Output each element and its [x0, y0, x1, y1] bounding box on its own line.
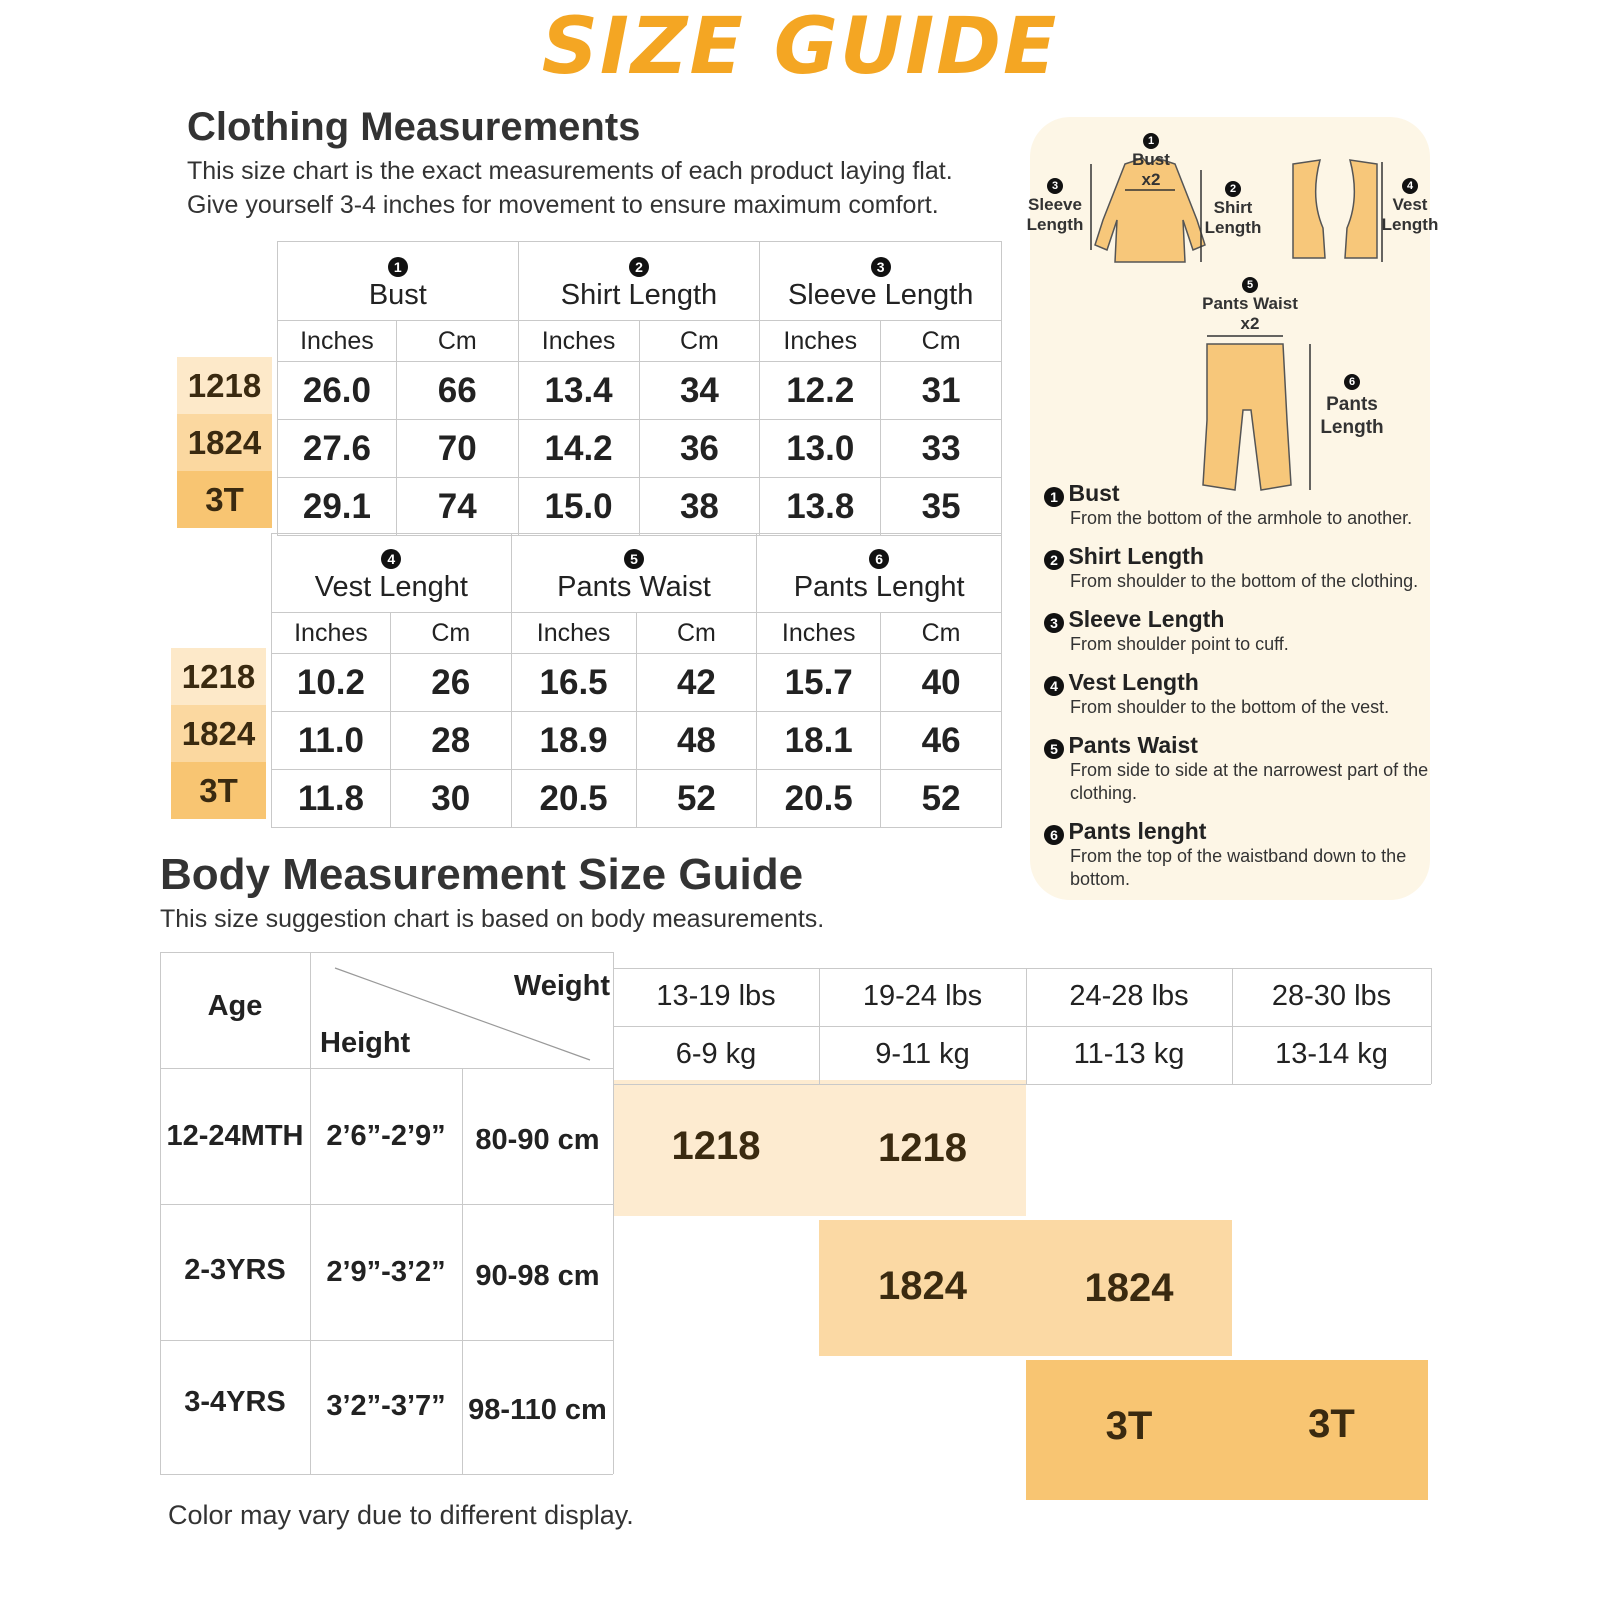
number-badge: 3 [1044, 613, 1064, 633]
diagram-label-shirt-length [1198, 178, 1268, 238]
number-badge: 6 [1044, 825, 1064, 845]
unit-inches: Inches [272, 613, 391, 654]
category-shirt-length [518, 242, 760, 321]
legend-desc: From shoulder to the bottom of the clothing. [1070, 571, 1419, 591]
number-badge: 4 [1044, 676, 1064, 696]
vest-right-panel [1345, 160, 1377, 258]
pants-shape [1203, 344, 1291, 490]
diagram-text: Length [1320, 417, 1384, 438]
category-bust [278, 242, 519, 321]
number-badge: 6 [869, 549, 889, 569]
number-badge: 6 [1344, 374, 1360, 390]
grid-line [160, 1068, 613, 1069]
body-desc: This size suggestion chart is based on body measurements. [160, 905, 825, 933]
table-cell: 11.8 [272, 770, 391, 828]
number-badge: 5 [1044, 739, 1064, 759]
vest-left-panel [1293, 160, 1325, 258]
table-cell: 18.1 [757, 712, 881, 770]
category-pants-length [757, 534, 1002, 613]
age-cell: 2-3YRS [184, 1254, 286, 1286]
table-cell: 52 [881, 770, 1002, 828]
height-ft-cell: 3’2”-3’7” [326, 1390, 446, 1422]
clothing-table-2 [271, 533, 1002, 828]
size-label-1824: 1824 [177, 414, 272, 471]
age-header: Age [207, 990, 263, 1022]
size-cell: 3T [1308, 1402, 1355, 1446]
body-heading: Body Measurement Size Guide [160, 850, 804, 899]
table-cell: 28 [390, 712, 511, 770]
category-label: Sleeve Length [787, 279, 974, 311]
table-cell: 12.2 [760, 362, 881, 420]
size-cell: 1218 [878, 1126, 967, 1170]
diagram-label-vest-length [1375, 175, 1445, 235]
legend-desc: From the bottom of the armhole to another. [1070, 508, 1413, 528]
legend-title: Vest Length [1068, 669, 1199, 695]
table-cell: 33 [881, 420, 1002, 478]
number-badge: 2 [1044, 550, 1064, 570]
table-row [272, 654, 1002, 712]
table-cell: 13.4 [518, 362, 639, 420]
size-cell: 1824 [1084, 1266, 1174, 1310]
grid-line [160, 1204, 613, 1205]
diagram-label-sleeve-length [1020, 175, 1090, 235]
diagram-text: x2 [1141, 170, 1161, 189]
diagram-text: Sleeve [1028, 195, 1082, 214]
weight-kg-col: 6-9 kg [675, 1038, 757, 1070]
size-label-3t: 3T [177, 471, 272, 528]
category-sleeve-length [760, 242, 1002, 321]
height-ft-cell: 2’9”-3’2” [326, 1256, 446, 1288]
legend-desc: From shoulder point to cuff. [1070, 634, 1289, 654]
table-cell: 20.5 [511, 770, 636, 828]
category-pants-waist [511, 534, 757, 613]
size-label-1218: 1218 [177, 357, 272, 414]
table-cell: 48 [636, 712, 757, 770]
number-badge: 1 [1044, 487, 1064, 507]
table-cell: 35 [881, 478, 1002, 536]
age-cell: 3-4YRS [184, 1386, 286, 1418]
category-label: Vest Lenght [314, 571, 468, 603]
table-row [272, 712, 1002, 770]
clothing-table-1 [277, 241, 1002, 536]
weight-lbs-col: 28-30 lbs [1271, 980, 1392, 1012]
unit-cm: Cm [881, 613, 1002, 654]
legend-title: Sleeve Length [1068, 606, 1225, 632]
legend-item [1044, 732, 1429, 805]
diagram-label-pants-waist [1185, 274, 1315, 334]
unit-cm: Cm [390, 613, 511, 654]
number-badge: 1 [1143, 133, 1159, 149]
clothing-desc-2: Give yourself 3-4 inches for movement to ensure maximum comfort. [187, 191, 939, 219]
weight-header: Weight [513, 970, 610, 1002]
legend-title: Pants lenght [1068, 818, 1207, 844]
height-ft-cell: 2’6”-2’9” [326, 1120, 446, 1152]
legend-title: Pants Waist [1068, 732, 1198, 758]
number-badge: 1 [388, 257, 408, 277]
table-cell: 29.1 [278, 478, 397, 536]
unit-inches: Inches [278, 321, 397, 362]
table-row [278, 420, 1002, 478]
table-cell: 26 [390, 654, 511, 712]
legend-title: Shirt Length [1068, 543, 1204, 569]
legend-desc: From the top of the waistband down to the bottom. [1070, 846, 1407, 889]
height-header: Height [320, 1027, 411, 1059]
table-cell: 16.5 [511, 654, 636, 712]
diagram-label-pants-length [1312, 370, 1392, 439]
grid-line [613, 1084, 1431, 1085]
unit-inches: Inches [757, 613, 881, 654]
weight-lbs-col: 19-24 lbs [862, 980, 983, 1012]
page-title: SIZE GUIDE [541, 2, 1059, 92]
table-cell: 74 [396, 478, 518, 536]
diagram-text: Length [1026, 215, 1084, 234]
number-badge: 2 [629, 257, 649, 277]
legend-desc: From shoulder to the bottom of the vest. [1070, 697, 1390, 717]
grid-line [160, 1474, 613, 1475]
legend-item [1044, 543, 1429, 593]
diagram-text: Pants Waist [1202, 294, 1298, 313]
unit-inches: Inches [511, 613, 636, 654]
grid-line [613, 952, 614, 1474]
table-cell: 18.9 [511, 712, 636, 770]
number-badge: 3 [1047, 178, 1063, 194]
legend-item [1044, 669, 1429, 719]
legend-desc: From side to side at the narrowest part of the clothing. [1070, 760, 1429, 803]
legend-item [1044, 818, 1429, 891]
table-cell: 70 [396, 420, 518, 478]
table-cell: 66 [396, 362, 518, 420]
grid-line [1431, 968, 1432, 1084]
diagram-text: Length [1381, 215, 1439, 234]
diagram-label-bust [1121, 130, 1181, 190]
diagram-text: Bust [1132, 150, 1170, 169]
footer-note: Color may vary due to different display. [168, 1500, 634, 1530]
height-cm-cell: 98-110 cm [468, 1394, 607, 1426]
diagram-text: Pants [1326, 394, 1378, 415]
unit-inches: Inches [518, 321, 639, 362]
table-cell: 10.2 [272, 654, 391, 712]
size-label-1824: 1824 [171, 705, 266, 762]
height-cm-cell: 80-90 cm [475, 1124, 600, 1156]
table-cell: 36 [639, 420, 760, 478]
grid-line [613, 1026, 1431, 1027]
number-badge: 4 [1402, 178, 1418, 194]
category-label: Pants Lenght [793, 571, 965, 603]
grid-line [613, 968, 1431, 969]
weight-lbs-col: 24-28 lbs [1069, 980, 1189, 1012]
clothing-desc-1: This size chart is the exact measurements of each product laying flat. [187, 157, 953, 185]
weight-lbs-col: 13-19 lbs [656, 980, 776, 1012]
category-label: Bust [368, 279, 427, 311]
vest-diagram [1285, 158, 1385, 268]
diagram-text: Vest [1392, 195, 1428, 214]
table-cell: 15.7 [757, 654, 881, 712]
unit-inches: Inches [760, 321, 881, 362]
table-cell: 40 [881, 654, 1002, 712]
table-cell: 31 [881, 362, 1002, 420]
table-cell: 34 [639, 362, 760, 420]
diagram-text: x2 [1240, 314, 1260, 333]
legend-item [1044, 480, 1429, 530]
number-badge: 4 [381, 549, 401, 569]
unit-cm: Cm [396, 321, 518, 362]
table-cell: 20.5 [757, 770, 881, 828]
table-cell: 11.0 [272, 712, 391, 770]
unit-cm: Cm [639, 321, 760, 362]
grid-line [160, 1340, 613, 1341]
table-row [272, 770, 1002, 828]
table-cell: 14.2 [518, 420, 639, 478]
table-cell: 13.0 [760, 420, 881, 478]
table-cell: 38 [639, 478, 760, 536]
table-cell: 15.0 [518, 478, 639, 536]
size-label-1218: 1218 [171, 648, 266, 705]
category-label: Pants Waist [557, 571, 711, 603]
category-vest-length [272, 534, 512, 613]
number-badge: 3 [871, 257, 891, 277]
table-cell: 27.6 [278, 420, 397, 478]
table-row [278, 362, 1002, 420]
weight-kg-col: 9-11 kg [875, 1038, 970, 1070]
table-cell: 42 [636, 654, 757, 712]
legend-title: Bust [1068, 480, 1120, 506]
table-cell: 52 [636, 770, 757, 828]
age-cell: 12-24MTH [166, 1120, 304, 1152]
diagram-text: Shirt [1213, 198, 1253, 217]
number-badge: 5 [624, 549, 644, 569]
pants-diagram [1185, 330, 1325, 495]
table-cell: 46 [881, 712, 1002, 770]
size-cell: 3T [1105, 1404, 1153, 1448]
size-label-3t: 3T [171, 762, 266, 819]
size-cell: 1824 [878, 1264, 967, 1308]
unit-cm: Cm [636, 613, 757, 654]
legend-item [1044, 606, 1429, 656]
weight-kg-col: 13-14 kg [1275, 1038, 1388, 1070]
number-badge: 5 [1242, 277, 1258, 293]
table-cell: 26.0 [278, 362, 397, 420]
height-cm-cell: 90-98 cm [475, 1260, 600, 1292]
category-label: Shirt Length [560, 279, 718, 311]
size-cell: 1218 [671, 1124, 761, 1168]
clothing-heading: Clothing Measurements [187, 105, 641, 149]
number-badge: 2 [1225, 181, 1241, 197]
weight-kg-col: 11-13 kg [1073, 1038, 1185, 1070]
table-cell: 30 [390, 770, 511, 828]
table-cell: 13.8 [760, 478, 881, 536]
table-row [278, 478, 1002, 536]
unit-cm: Cm [881, 321, 1002, 362]
diagram-text: Length [1204, 218, 1262, 237]
